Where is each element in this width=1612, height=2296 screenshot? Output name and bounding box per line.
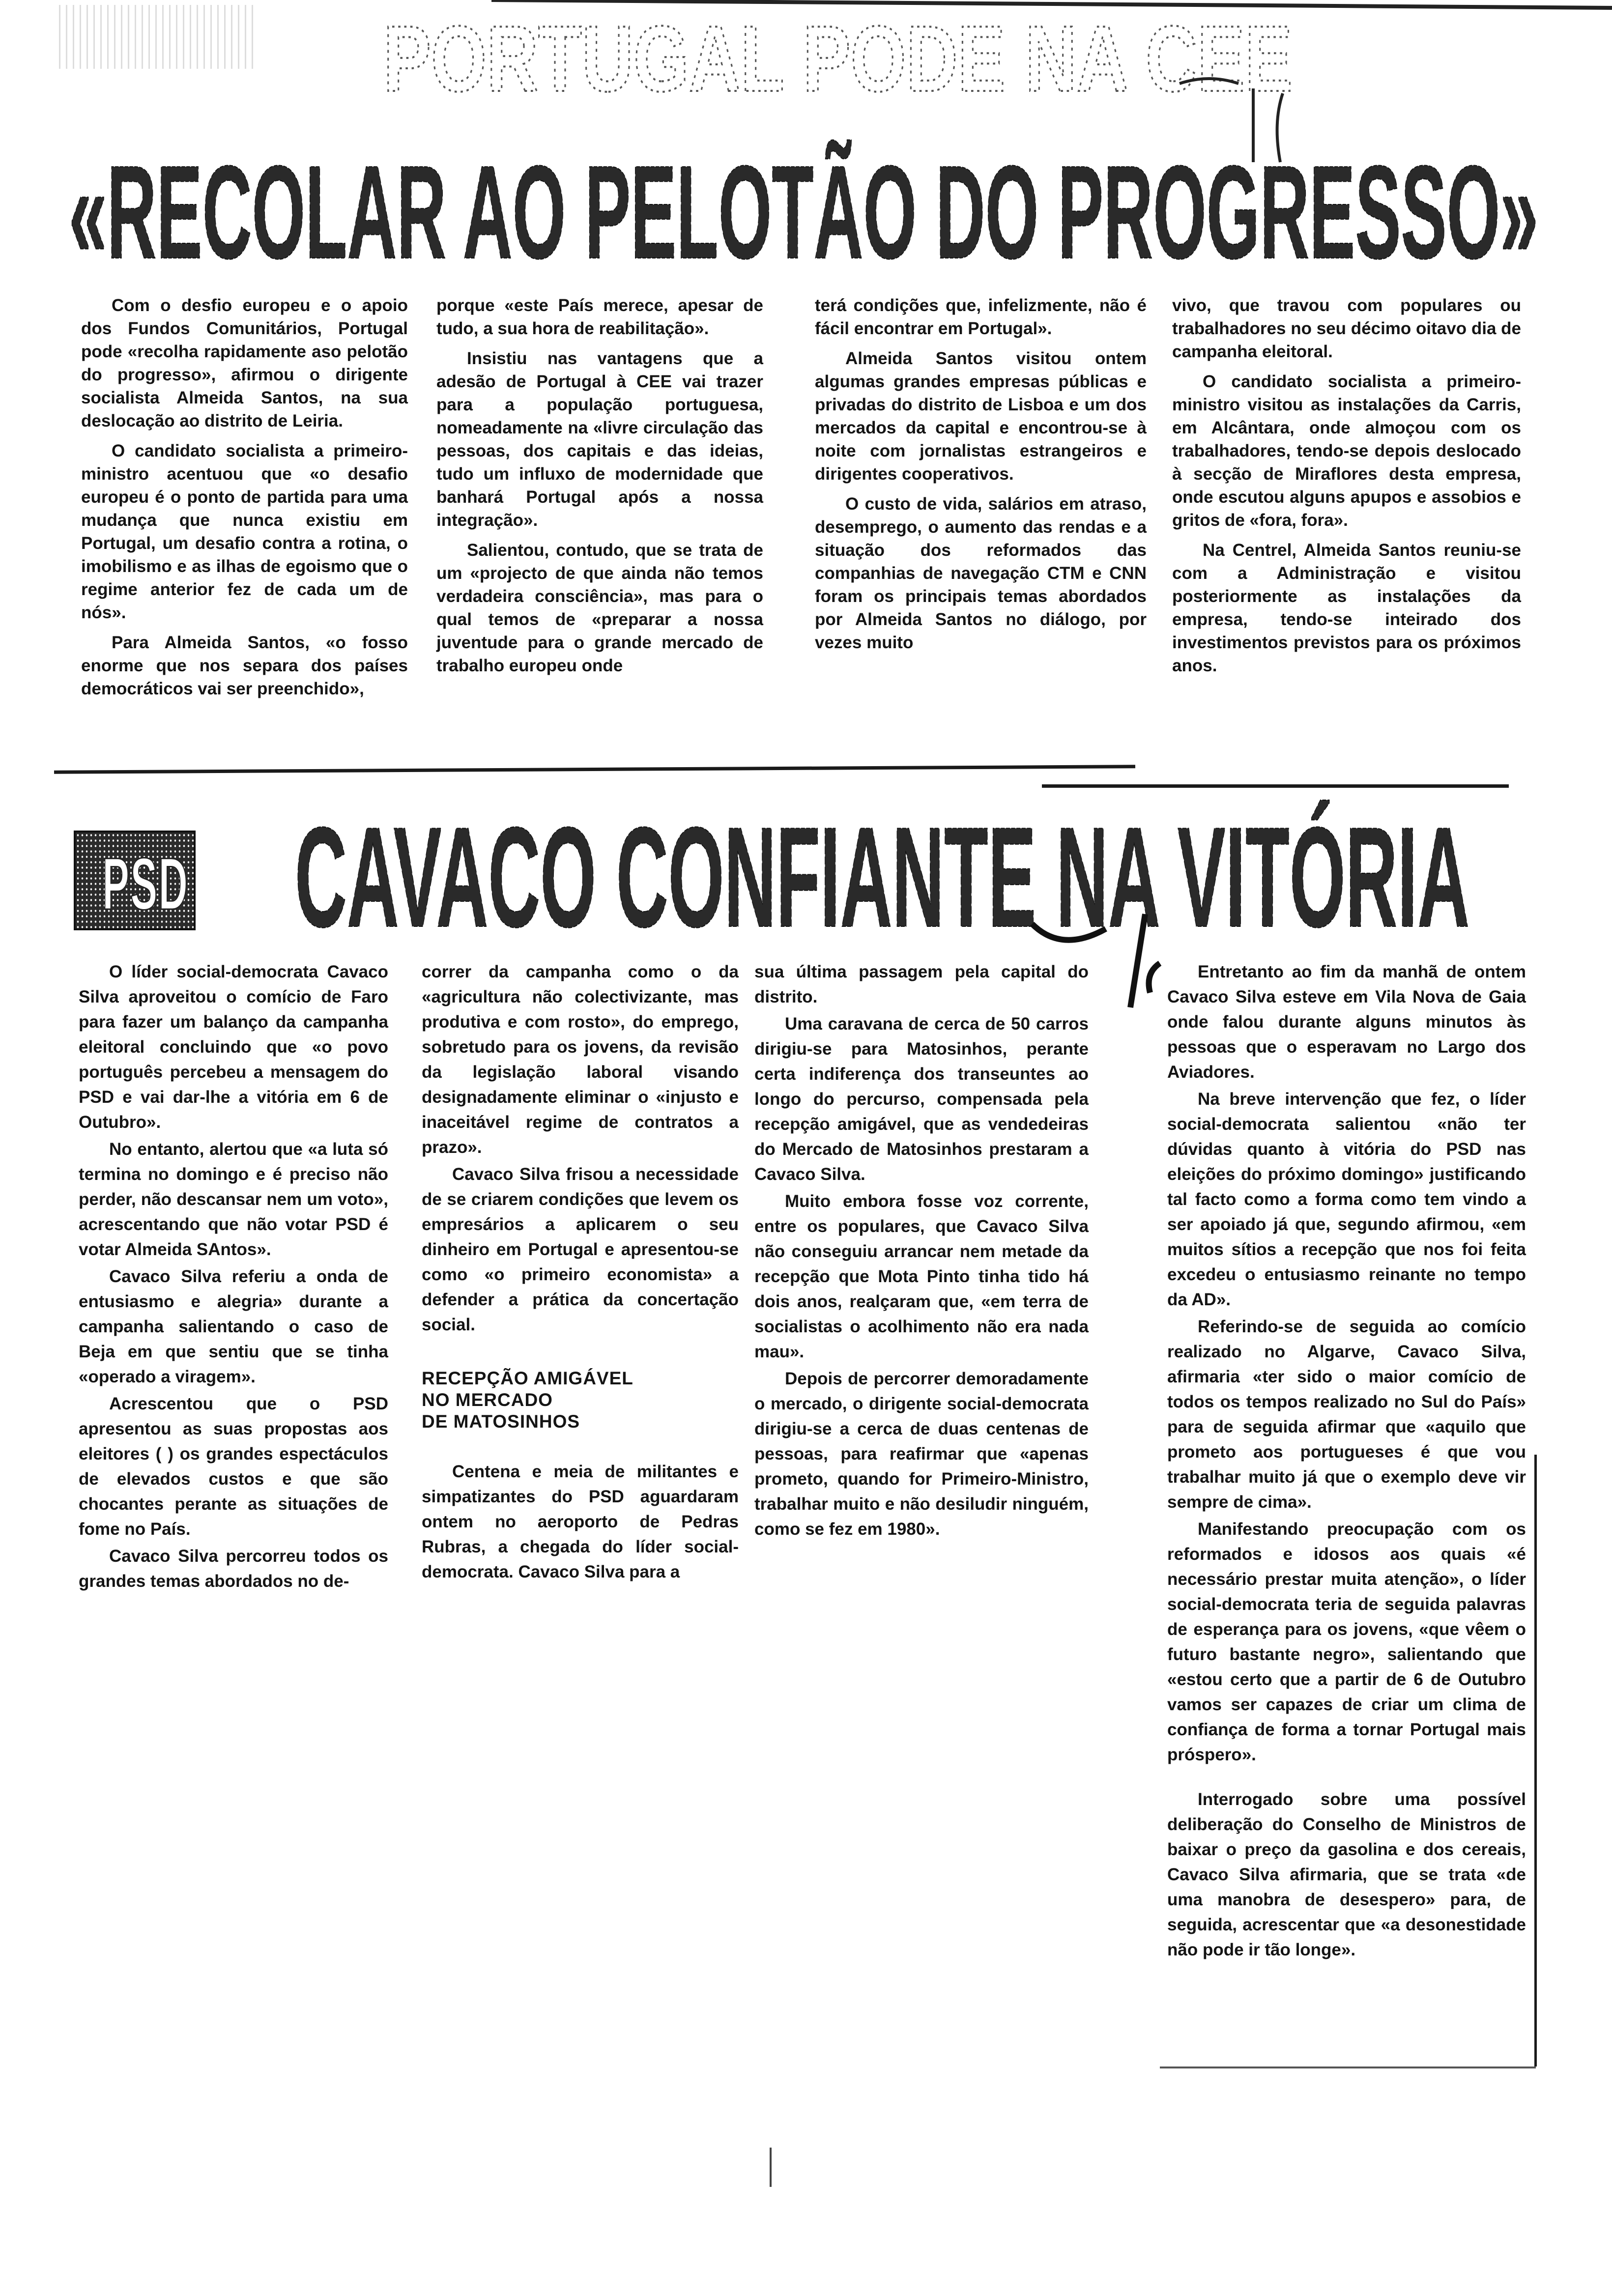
section-divider xyxy=(54,765,1135,774)
subheading-line: NO MERCADO xyxy=(422,1390,553,1410)
paragraph: Salientou, contudo, que se trata de um «projecto de que ainda não temos verdadeira consciência», mas para o qual temos de «preparar a nossa juventude para o grande mercado de trabalho europeu onde xyxy=(436,541,763,675)
paragraph: Acrescentou que o PSD apresentou as suas propostas aos eleitores ( ) os grandes espectáculos de elevados custos e que são chocantes perante as situações de fome no País. xyxy=(79,1394,388,1539)
article1-column-1 xyxy=(81,294,408,700)
paragraph: Almeida Santos visitou ontem algumas grandes empresas públicas e privadas do distrito de Lisboa e um dos mercados da capital e encontrou-se à noite com jornalistas estrangeiros e dirigentes cooperativos. xyxy=(815,349,1147,484)
article2-headline xyxy=(295,798,1469,957)
paragraph: O líder social-democrata Cavaco Silva aproveitou o comício de Faro para fazer um balanço da campanha eleitoral concluindo que «o povo português percebeu a mensagem do PSD e vai dar-lhe a vitória em 6 de Outubro». xyxy=(79,962,388,1132)
psd-logo xyxy=(74,831,196,930)
paragraph: No entanto, alertou que «a luta só termina no domingo e é preciso não perder, não descansar nem um voto», acrescentando que não votar PSD é votar Almeida SAntos». xyxy=(79,1140,388,1259)
paragraph: Insistiu nas vantagens que a adesão de Portugal à CEE vai trazer para a população portuguesa, nomeadamente na «livre circulação das pessoas, dos capitais e das ideias, tudo um influxo de modernidade que banhará Portugal após a nossa integração». xyxy=(436,349,763,530)
paragraph: porque «este País merece, apesar de tudo, a sua hora de reabilitação». xyxy=(436,296,763,338)
scan-mark xyxy=(770,2148,772,2187)
column-border-bottom xyxy=(1160,2066,1536,2068)
paragraph: Depois de percorrer demoradamente o mercado, o dirigente social-democrata dirigiu-se a cerca de duas centenas de pessoas, para reafirmar que «apenas prometo, quando for Primeiro-Ministro, trabalhar muito e não desiludir ninguém, como se fez em 1980». xyxy=(754,1369,1089,1539)
paragraph: Para Almeida Santos, «o fosso enorme que nos separa dos países democráticos vai ser preenchido», xyxy=(81,633,408,698)
paragraph: Manifestando preocupação com os reformados e idosos aos quais «é necessário prestar muita atenção», o líder social-democrata teria de seguida palavras de esperança para os jovens, «que vêem o futuro bastante negro», salientando que «estou certo que a partir de 6 de Outubro vamos ser capazes de criar um clima de confiança de forma a tornar Portugal mais próspero». xyxy=(1167,1520,1526,1764)
paragraph: Centena e meia de militantes e simpatizantes do PSD aguardaram ontem no aeroporto de Pedras Rubras, a chegada do líder social-democrata. Cavaco Silva para a xyxy=(422,1462,739,1581)
paragraph: vivo, que travou com populares ou trabalhadores no seu décimo oitavo dia de campanha eleitoral. xyxy=(1172,296,1521,361)
psd-logo-text: PSD xyxy=(102,842,189,925)
article1-column-3 xyxy=(815,294,1147,654)
article2-headline-text: CAVACO CONFIANTE NA VITÓRIA xyxy=(295,798,1469,957)
column-border-right xyxy=(1534,1455,1537,2066)
scan-smudge xyxy=(59,5,256,69)
paragraph: correr da campanha como o da «agricultura não colectivizante, mas produtiva e com rosto», do emprego, sobretudo para os jovens, da revisão da legislação laboral visando designadamente eliminar o «injusto e inaceitável regime de contratos a prazo». xyxy=(422,962,739,1157)
section-divider-right xyxy=(1042,784,1509,788)
article1-headline-text: «RECOLAR AO PELOTÃO DO PROGRESSO» xyxy=(69,139,1538,287)
paragraph: O candidato socialista a primeiro-ministro acentuou que «o desafio europeu é o ponto de partida para uma mudança que nunca existiu em Portugal, um desafio contra a rotina, o imobilismo e as ilhas de egoismo que o regime anterior fez de cada um de nós». xyxy=(81,441,408,622)
paragraph: terá condições que, infelizmente, não é fácil encontrar em Portugal». xyxy=(815,296,1147,338)
paragraph: Cavaco Silva percorreu todos os grandes temas abordados no de- xyxy=(79,1547,388,1591)
paragraph: Muito embora fosse voz corrente, entre os populares, que Cavaco Silva não conseguiu arrancar nem metade da recepção que Mota Pinto tinha tido há dois anos, realçaram que, «em terra de socialistas o acolhimento não era nada mau». xyxy=(754,1192,1089,1361)
paragraph: Uma caravana de cerca de 50 carros dirigiu-se para Matosinhos, perante certa indiferença dos transeuntes ao longo do percurso, compensada pela recepção amigável, que as vendedeiras do Mercado de Matosinhos prestaram a Cavaco Silva. xyxy=(754,1014,1089,1184)
article1-headline xyxy=(69,139,1538,287)
paragraph: Referindo-se de seguida ao comício realizado no Algarve, Cavaco Silva, afirmaria «ter sido o maior comício de todos os tempos realizado no Sul do País» para de seguida afirmar que «aquilo que prometo aos portugueses é que vou trabalhar muito já que o exemplo deve vir sempre de cima». xyxy=(1167,1317,1526,1512)
paragraph: sua última passagem pela capital do distrito. xyxy=(754,962,1089,1006)
article1-column-4 xyxy=(1172,294,1521,677)
paragraph: O custo de vida, salários em atraso, desemprego, o aumento das rendas e a situação dos reformados das companhias de navegação CTM e CNN foram os principais temas abordados por Almeida Santos no diálogo, por vezes muito xyxy=(815,494,1147,652)
paragraph: Cavaco Silva referiu a onda de entusiasmo e alegria» durante a campanha salientando o caso de Beja em que sentiu que se tinha «operado a viragem». xyxy=(79,1267,388,1386)
article2-column-4 xyxy=(1167,959,1526,1962)
article2-column-2 xyxy=(422,959,739,1584)
kicker-text: PORTUGAL PODE NA CEE xyxy=(383,7,1293,111)
paragraph: Interrogado sobre uma possível deliberação do Conselho de Ministros de baixar o preço da gasolina e dos cereais, Cavaco Silva afirmaria, que se trata «de uma manobra de desespero» para, de seguida, acrescentar que «a desonestidade não pode ir tão longe». xyxy=(1167,1790,1526,1959)
subheading xyxy=(422,1368,739,1433)
paragraph: Na Centrel, Almeida Santos reuniu-se com a Administração e visitou posteriormente as instalações da empresa, tendo-se inteirado dos investimentos previstos para os próximos anos. xyxy=(1172,541,1521,675)
article2-column-1 xyxy=(79,959,388,1594)
article2-column-3 xyxy=(754,959,1089,1542)
subheading-line: DE MATOSINHOS xyxy=(422,1411,580,1432)
subheading-line: RECEPÇÃO AMIGÁVEL xyxy=(422,1368,633,1388)
paragraph: Cavaco Silva frisou a necessidade de se criarem condições que levem os empresários a aplicarem o seu dinheiro em Portugal e apresentou-se como «o primeiro economista» a defender a prática da concertação social. xyxy=(422,1165,739,1334)
paragraph: Com o desfio europeu e o apoio dos Fundos Comunitários, Portugal pode «recolha rapidamente aso pelotão do progresso», afirmou o dirigente socialista Almeida Santos, na sua deslocação ao distrito de Leiria. xyxy=(81,296,408,430)
paragraph: Na breve intervenção que fez, o líder social-democrata salientou «não ter dúvidas quanto à vitória do PSD nas eleições do próximo domingo» justificando tal facto como a forma como tem vindo a ser apoiado já que, segundo afirmou, «em muitos sítios a recepção que nos foi feita excedeu o entusiasmo reinante no tempo da AD». xyxy=(1167,1090,1526,1309)
article1-column-2 xyxy=(436,294,763,677)
kicker-headline xyxy=(383,7,1293,111)
paragraph: O candidato socialista a primeiro-ministro visitou as instalações da Carris, em Alcântara, onde almoçou com os trabalhadores, tendo-se depois deslocado à secção de Miraflores desta empresa, onde escutou alguns apupos e assobios e gritos de «fora, fora». xyxy=(1172,372,1521,530)
paragraph: Entretanto ao fim da manhã de ontem Cavaco Silva esteve em Vila Nova de Gaia onde falou durante alguns minutos às pessoas que o esperavam no Largo dos Aviadores. xyxy=(1167,962,1526,1082)
